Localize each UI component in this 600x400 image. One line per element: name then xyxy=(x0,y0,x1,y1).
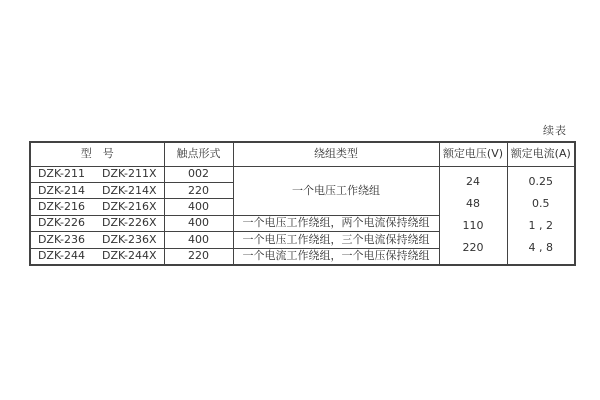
col-header-rated-voltage: 额定电压(V) xyxy=(439,142,507,166)
voltage-stack xyxy=(440,167,507,264)
model-cell xyxy=(30,232,164,248)
contact-form-cell: 220 xyxy=(164,248,233,264)
voltage-value: 110 xyxy=(462,218,484,232)
rated-current-merged-cell xyxy=(507,166,575,265)
model-cell xyxy=(30,248,164,264)
contact-form-cell: 220 xyxy=(164,182,233,198)
model-name: DZK-236 xyxy=(37,232,85,246)
winding-type-cell: 一个电压工作绕组，三个电流保持绕组 xyxy=(233,232,439,248)
model-pair xyxy=(31,250,164,262)
voltage-value: 24 xyxy=(466,175,480,189)
contact-form-cell: 002 xyxy=(164,166,233,182)
contact-form-cell: 400 xyxy=(164,215,233,231)
contact-form-cell: 400 xyxy=(164,199,233,215)
model-cell xyxy=(30,215,164,231)
model-name: DZK-214 xyxy=(37,183,85,197)
model-cell xyxy=(30,182,164,198)
winding-type-merged-cell: 一个电压工作绕组 xyxy=(233,166,439,215)
rated-voltage-merged-cell xyxy=(439,166,507,265)
model-name-x: DZK-211X xyxy=(101,167,157,181)
contact-form-cell: 400 xyxy=(164,232,233,248)
continued-table-label: 续表 xyxy=(543,124,567,137)
col-header-model: 型 号 xyxy=(30,142,164,166)
model-cell xyxy=(30,199,164,215)
current-stack xyxy=(508,167,575,264)
model-cell xyxy=(30,166,164,182)
model-name-x: DZK-244X xyxy=(101,248,157,262)
current-value: 0.5 xyxy=(532,197,550,211)
winding-type-cell: 一个电流工作绕组，一个电压保持绕组 xyxy=(233,248,439,264)
relay-spec-table xyxy=(29,141,576,266)
header-row xyxy=(30,142,575,166)
model-name-x: DZK-226X xyxy=(101,216,157,230)
current-value: 1 , 2 xyxy=(528,218,553,232)
model-pair xyxy=(31,234,164,246)
model-pair xyxy=(31,168,164,180)
voltage-value: 220 xyxy=(462,240,484,254)
model-name: DZK-211 xyxy=(37,167,85,181)
model-pair xyxy=(31,217,164,229)
model-name: DZK-216 xyxy=(37,199,85,213)
model-name-x: DZK-236X xyxy=(101,232,157,246)
col-header-contact-form: 触点形式 xyxy=(164,142,233,166)
model-name: DZK-226 xyxy=(37,216,85,230)
current-value: 0.25 xyxy=(528,175,553,189)
voltage-value: 48 xyxy=(466,197,480,211)
col-header-rated-current: 额定电流(A) xyxy=(507,142,575,166)
model-name: DZK-244 xyxy=(37,248,85,262)
col-header-winding-type: 绕组类型 xyxy=(233,142,439,166)
current-value: 4 , 8 xyxy=(528,240,553,254)
model-name-x: DZK-216X xyxy=(101,199,157,213)
model-name-x: DZK-214X xyxy=(101,183,157,197)
winding-type-cell: 一个电压工作绕组，两个电流保持绕组 xyxy=(233,215,439,231)
table-row-dzk-211 xyxy=(30,166,575,182)
model-pair xyxy=(31,185,164,197)
model-pair xyxy=(31,201,164,213)
